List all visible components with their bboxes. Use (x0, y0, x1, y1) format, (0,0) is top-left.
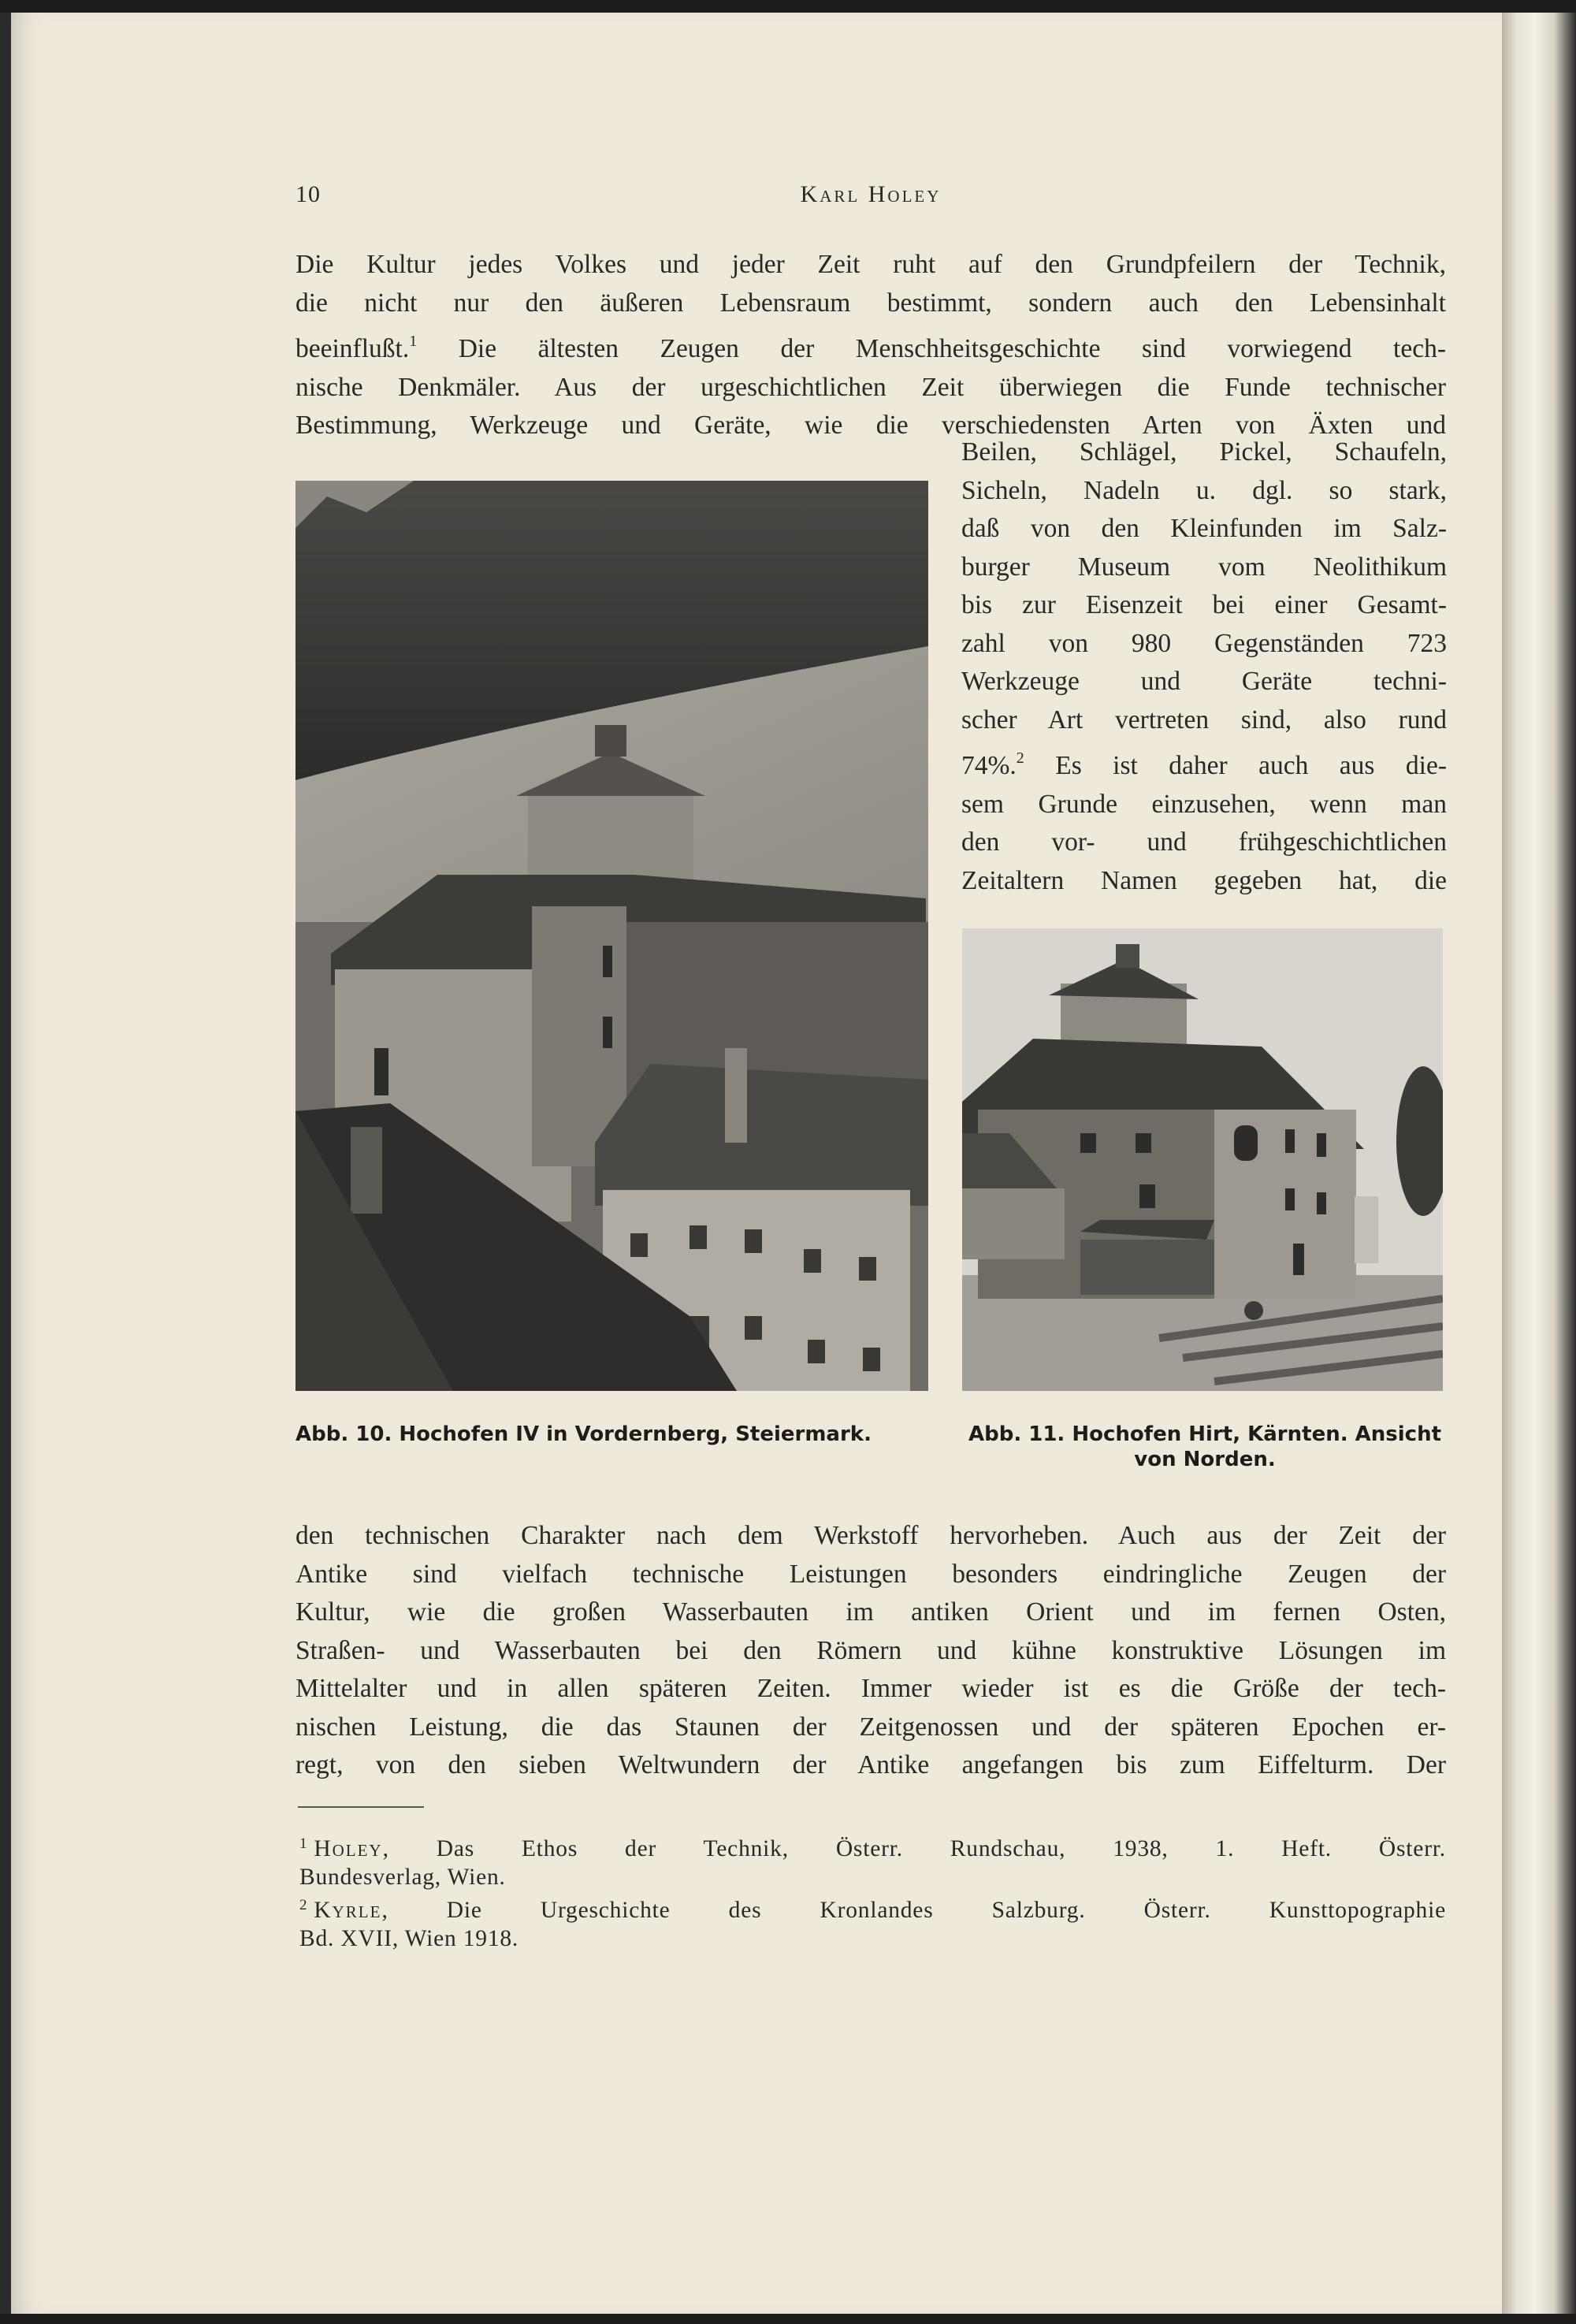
text-line: Beilen, Schlägel, Pickel, Schaufeln, (961, 437, 1447, 467)
side-column-text (961, 433, 1447, 900)
running-head (296, 181, 1446, 213)
figure-11-caption (961, 1422, 1449, 1472)
footnote-text: , Das Ethos der Technik, Österr. Rundschau, 1938, 1. Heft. Österr. (382, 1836, 1446, 1861)
page-number: 10 (296, 181, 321, 207)
text-line: Straßen- und Wasserbauten bei den Römern und kühne konstruktive Lösungen im (296, 1635, 1446, 1665)
text-line (296, 322, 1446, 369)
footnote-mark: 2 (299, 1897, 308, 1913)
running-title: Karl Holey (800, 181, 942, 207)
furnace-vordernberg-image (296, 481, 928, 1391)
figure-11-photo (962, 928, 1443, 1391)
text-line: Bundesverlag, Wien. (299, 1865, 506, 1890)
text-fragment: 74%. (961, 751, 1017, 780)
text-line: Zeitaltern Namen gegeben hat, die (961, 865, 1447, 895)
figure-10-caption: Abb. 10. Hochofen IV in Vordernberg, Steiermark. (296, 1422, 872, 1446)
text-line (299, 1830, 1446, 1863)
text-line (961, 739, 1447, 786)
text-line: Bestimmung, Werkzeuge und Geräte, wie die verschiedensten Arten von Äxten und (296, 411, 1446, 440)
text-line: daß von den Kleinfunden im Salz- (961, 514, 1447, 543)
caption-line: von Norden. (1134, 1448, 1276, 1471)
footnote-ref: 2 (1016, 749, 1024, 767)
footnote-ref: 1 (409, 333, 418, 350)
text-line: zahl von 980 Gegenständen 723 (961, 628, 1447, 658)
text-fragment: Es ist daher auch aus die- (1055, 751, 1447, 780)
text-line: sem Grunde einzusehen, wenn man (961, 789, 1447, 819)
text-line: Mittelalter und in allen späteren Zeiten. Immer wieder ist es die Größe der tech- (296, 1674, 1446, 1703)
paragraph-1 (296, 246, 1446, 445)
text-fragment: Die ältesten Zeugen der Menschheitsgeschichte sind vorwiegend tech- (458, 334, 1446, 363)
text-line: nischen Leistung, die das Staunen der Zeitgenossen und der späteren Epochen er- (296, 1712, 1446, 1742)
text-line: bis zur Eisenzeit bei einer Gesamt- (961, 590, 1447, 619)
text-line: Sicheln, Nadeln u. dgl. so stark, (961, 475, 1447, 505)
text-line: die nicht nur den äußeren Lebensraum bestimmt, sondern auch den Lebensinhalt (296, 288, 1446, 318)
text-line: Die Kultur jedes Volkes und jeder Zeit ruht auf den Grundpfeilern der Technik, (296, 250, 1446, 279)
text-line: den vor- und frühgeschichtlichen (961, 827, 1447, 857)
furnace-hirt-image (962, 928, 1443, 1391)
text-line: Antike sind vielfach technische Leistungen besonders eindringliche Zeugen der (296, 1559, 1446, 1589)
footnote-text: , Die Urgeschichte des Kronlandes Salzburg. Österr. Kunsttopographie (381, 1898, 1446, 1923)
scan-bottom-edge (0, 2314, 1576, 2324)
footnote-author: Kyrle (314, 1898, 382, 1923)
text-line: den technischen Charakter nach dem Werkstoff hervorheben. Auch aus der Zeit der (296, 1521, 1446, 1550)
page-gutter (1502, 13, 1576, 2314)
text-line: regt, von den sieben Weltwundern der Antike angefangen bis zum Eiffelturm. Der (296, 1750, 1446, 1779)
figure-10-photo (296, 481, 928, 1391)
text-line: Kultur, wie die großen Wasserbauten im antiken Orient und im fernen Osten, (296, 1597, 1446, 1627)
footnote-2 (299, 1891, 1446, 1953)
footnote-1 (299, 1830, 1446, 1891)
text-line (299, 1891, 1446, 1924)
footnote-author: Holey (314, 1836, 383, 1861)
text-fragment: beeinflußt. (296, 334, 410, 363)
text-line: Werkzeuge und Geräte techni- (961, 667, 1447, 696)
scan-top-edge (0, 0, 1576, 13)
caption-line: Abb. 11. Hochofen Hirt, Kärnten. Ansicht (968, 1422, 1442, 1446)
paragraph-2 (296, 1517, 1446, 1785)
text-line: burger Museum vom Neolithikum (961, 552, 1447, 582)
footnote-mark: 1 (299, 1835, 308, 1852)
text-line: scher Art vertreten sind, also rund (961, 705, 1447, 734)
text-line: nische Denkmäler. Aus der urgeschichtlichen Zeit überwiegen die Funde technischer (296, 372, 1446, 402)
footnote-separator (298, 1806, 424, 1808)
text-line: Bd. XVII, Wien 1918. (299, 1926, 519, 1951)
